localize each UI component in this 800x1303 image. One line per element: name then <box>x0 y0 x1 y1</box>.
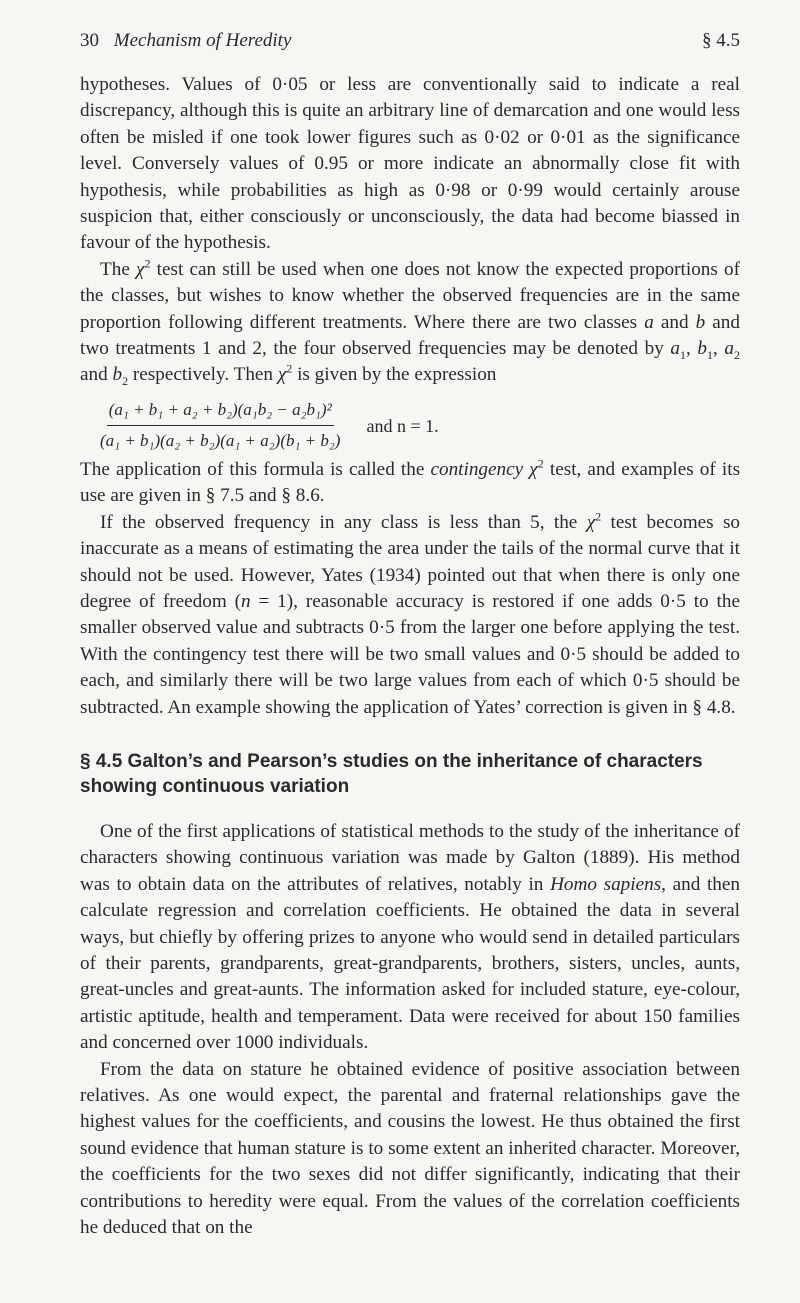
paragraph-stature-evidence: From the data on stature he obtained evidence of positive association between relatives. As one would expect, the parental and fraternal relationships gave the highest values for the coefficients, and cousins the lowest. He thus obtained the first sound evidence that human stature is to some extent an inherited character. Moreover, the coefficients for the two sexes did not differ significantly, indicating that their contributions to heredity were equal. From the values of the correlation coefficients he deduced that on the <box>80 1058 740 1239</box>
paragraph-galton-method: One of the first applications of statistical methods to the study of the inheritance of characters showing continuous variation was made by Galton (1889). His method was to obtain data on the attributes of relatives, notably in Homo sapiens, and then calculate regression and correlation coefficients. He obtained the data in several ways, but chiefly by offering prizes to anyone who would send in detailed particulars of their parents, grandparents, great-grandparents, brothers, sisters, uncles, aunts, great-uncles and great-aunts. The information asked for included stature, eye-colour, artistic aptitude, health and temperament. Data were received for about 150 families and concerned over 1000 individuals. <box>80 820 740 1054</box>
book-title: Mechanism of Heredity <box>113 30 292 51</box>
formula-fraction <box>100 397 340 455</box>
formula-denominator: (a₁ + b₁)(a₂ + b₂)(a₁ + a₂)(b₁ + b₂) <box>100 431 341 451</box>
paragraph-yates-correction: If the observed frequency in any class is less than 5, the $\chi^2$ test becomes so inaccurate as a means of estimating the area under the tails of the normal curve that it should not be used. However, Yates (1934) pointed out that when there is only one degree of freedom (n = 1), reasonable accuracy is restored if one adds 0·5 to the smaller observed value and subtracts 0·5 from the larger one before applying the test. With the contingency test there will be two small values and 0·5 should be added to each, and similarly there will be two large values from each of which 0·5 should be subtracted. An example showing the application of Yates’ correction is given in § 4.8. <box>80 509 741 718</box>
section-heading: § 4.5 Galton’s and Pearson’s studies on the inheritance of characters showing continuous variation <box>80 750 703 797</box>
section-marker: § 4.5 <box>702 30 740 51</box>
formula-numerator: (a₁ + b₁ + a₂ + b₂)(a₁b₂ − a₂b₁)² <box>107 397 334 426</box>
paragraph-contingency-test: The application of this formula is called the contingency $\chi^2$ test, and examples of its use are given in § 7.5 and § 8.6. <box>80 456 741 507</box>
running-head <box>80 30 740 52</box>
page-heading-left <box>80 30 291 52</box>
formula-condition: and n = 1. <box>366 415 439 436</box>
paragraph-chi-square-proportions: The $\chi^2$ test can still be used when one does not know the expected proportions of the classes, but wishes to know whether the observed frequencies are in the same proportion following different treatments. Where there are two classes a and b and two treatments 1 and 2, the four observed frequencies may be denoted by $a_1$, $b_1$, $a_2$ and $b_2$ respectively. Then $\chi^2$ is given by the expression <box>80 256 741 389</box>
page-body <box>80 72 740 1241</box>
paragraph-hypotheses: hypotheses. Values of 0·05 or less are conventionally said to indicate a real discrepancy, although this is quite an arbitrary line of demarcation and one would less often be misled if one took lower figures such as 0·02 or 0·01 as the significance level. Conversely values of 0.95 or more indicate an abnormally close fit with hypothesis, while probabilities as high as 0·98 or 0·99 would certainly arouse suspicion that, either consciously or unconsciously, the data had become biassed in favour of the hypothesis. <box>80 74 740 254</box>
page-number: 30 <box>80 30 99 51</box>
contingency-formula <box>80 395 740 457</box>
